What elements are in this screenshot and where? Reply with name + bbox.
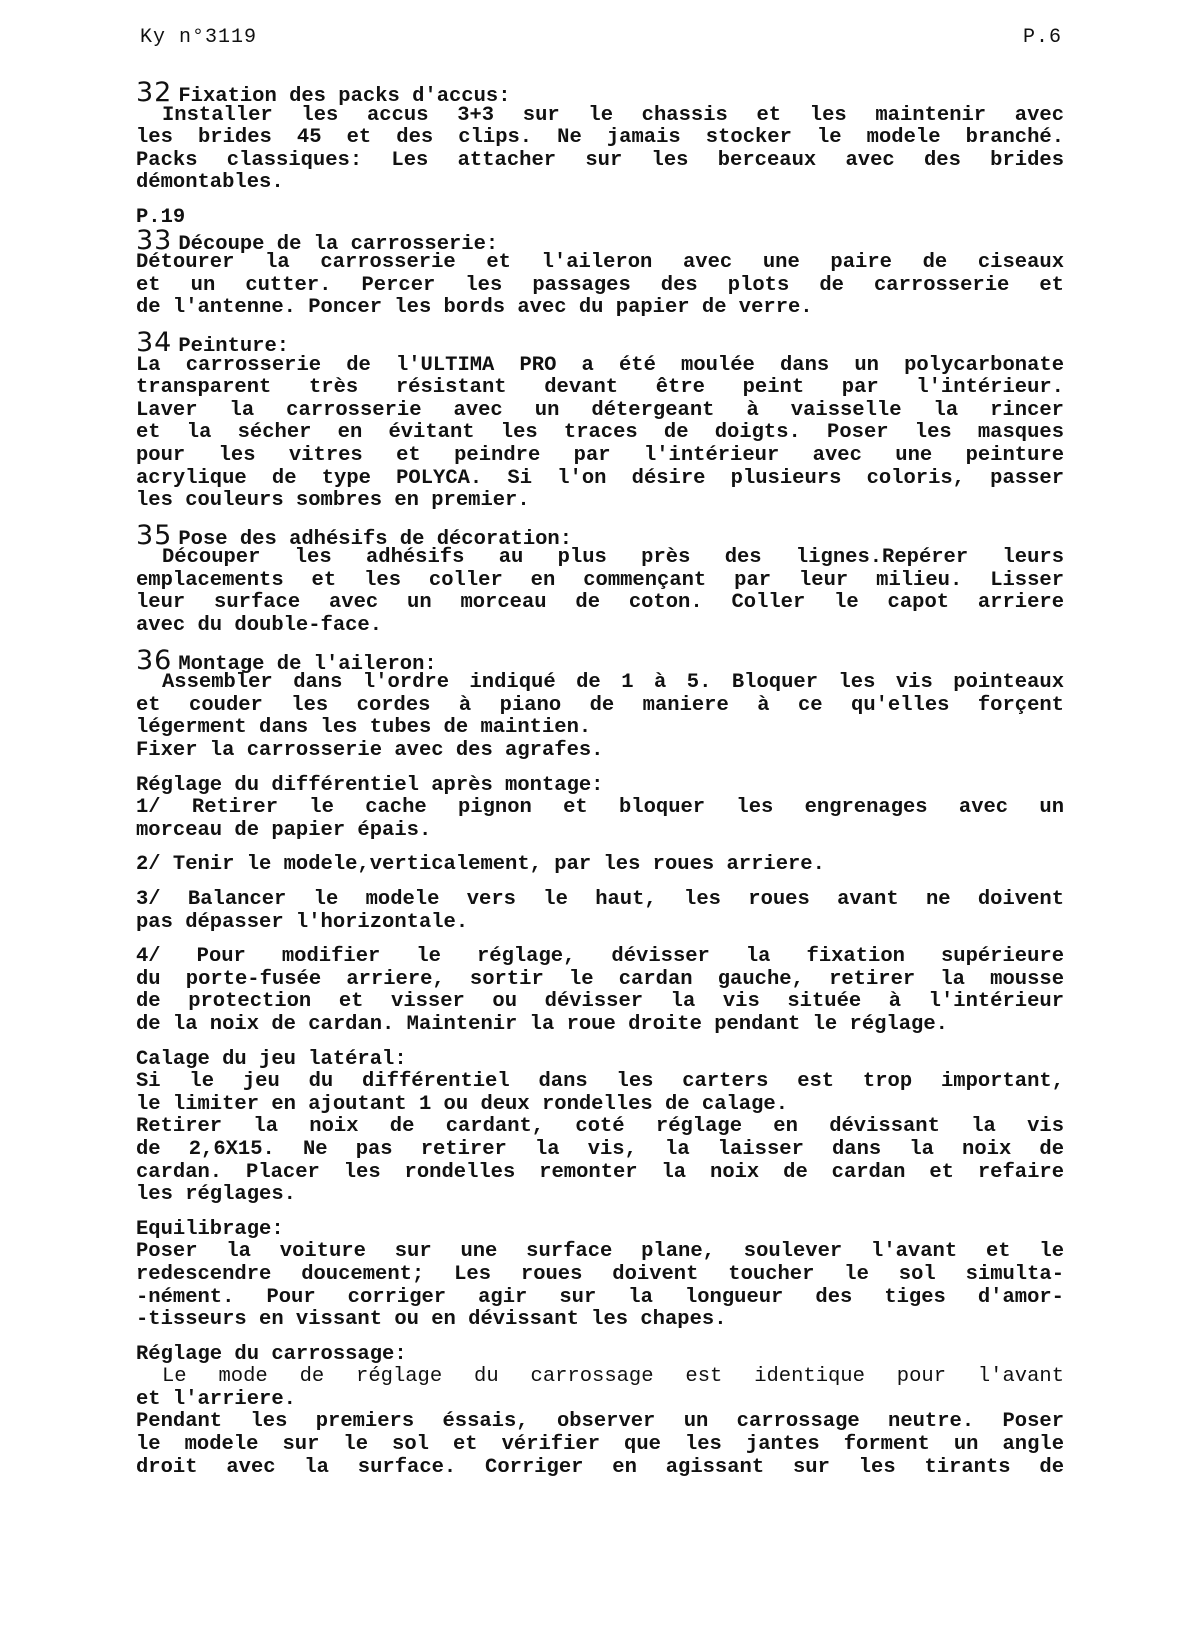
text-line: le limiter en ajoutant 1 ou deux rondelles de calage.: [136, 1092, 789, 1116]
text-line: redescendre doucement; Les roues doivent toucher le sol simulta-: [136, 1262, 1064, 1286]
text-line: et couder les cordes à piano de maniere à ce qu'elles forçent: [136, 693, 1064, 717]
text-line: Poser la voiture sur une surface plane, soulever l'avant et le: [136, 1240, 1064, 1264]
text-line: Fixer la carrosserie avec des agrafes.: [136, 739, 604, 763]
text-line: Si le jeu du différentiel dans les carters est trop important,: [136, 1070, 1064, 1094]
document-reference: Ky n°3119: [140, 26, 258, 49]
text-line: du porte-fusée arriere, sortir le cardan gauche, retirer la mousse: [136, 967, 1064, 991]
text-line: Pendant les premiers éssais, observer un carrossage neutre. Poser: [136, 1410, 1064, 1434]
text-line: Réglage du carrossage:: [136, 1342, 407, 1366]
text-line: pas dépasser l'horizontale.: [136, 910, 469, 934]
section-heading: [136, 519, 1064, 551]
section-heading: [136, 77, 1064, 108]
text-line: de 2,6X15. Ne pas retirer la vis, la laisser dans la noix de: [136, 1137, 1064, 1161]
text-line: les couleurs sombres en premier.: [136, 489, 530, 513]
text-line: morceau de papier épais.: [136, 818, 432, 842]
text-line: -tisseurs en vissant ou en dévissant les chapes.: [136, 1308, 727, 1332]
text-line: Assembler dans l'ordre indiqué de 1 à 5. Bloquer les vis pointeaux: [162, 671, 1064, 695]
text-line: Equilibrage:: [136, 1217, 284, 1241]
heading-text: Montage de l'aileron:: [178, 652, 437, 676]
text-line: Installer les accus 3+3 sur le chassis et les maintenir avec: [162, 103, 1064, 127]
text-line: de la noix de cardan. Maintenir la roue droite pendant le réglage.: [136, 1012, 948, 1036]
page-reference: P.19: [136, 205, 186, 229]
step-number: 35: [136, 519, 173, 551]
section-s33: [136, 207, 1064, 320]
text-line: acrylique de type POLYCA. Si l'on désire plusieurs coloris, passer: [136, 466, 1064, 490]
text-line: -nément. Pour corriger agir sur la longueur des tiges d'amor-: [136, 1285, 1064, 1309]
text-line: démontables.: [136, 171, 284, 195]
section-calage: [136, 1049, 1064, 1207]
text-line: 3/ Balancer le modele vers le haut, les roues avant ne doivent: [136, 888, 1064, 911]
text-line: cardan. Placer les rondelles remonter la noix de cardan et refaire: [136, 1160, 1064, 1184]
text-line: de l'antenne. Poncer les bords avec du papier de verre.: [136, 296, 813, 320]
heading-text: Découpe de la carrosserie:: [178, 232, 499, 256]
step-number: 34: [136, 326, 173, 358]
text-line: Calage du jeu latéral:: [136, 1047, 407, 1071]
text-line: et l'arriere.: [136, 1387, 296, 1411]
heading-text: Peinture:: [178, 334, 290, 358]
text-line: leur surface avec un morceau de coton. Coller le capot arriere: [136, 591, 1064, 615]
heading-text: Fixation des packs d'accus:: [178, 85, 511, 108]
section-diff: [136, 775, 1064, 843]
text-line: Le mode de réglage du carrossage est identique pour l'avant: [162, 1365, 1064, 1389]
text-line: 4/ Pour modifier le réglage, dévisser la fixation supérieure: [136, 945, 1064, 969]
text-line: Laver la carrosserie avec un détergeant à vaisselle la rincer: [136, 398, 1064, 422]
section-diff3: [136, 889, 1064, 934]
text-line: légerment dans les tubes de maintien.: [136, 716, 592, 740]
text-line: Découper les adhésifs au plus près des lignes.Repérer leurs: [162, 546, 1064, 570]
section-heading: [136, 224, 1064, 256]
text-line: Packs classiques: Les attacher sur les berceaux avec des brides: [136, 148, 1064, 172]
text-line: emplacements et les coller en commençant par leur milieu. Lisser: [136, 568, 1064, 592]
text-line: les brides 45 et des clips. Ne jamais stocker le modele branché.: [136, 126, 1064, 150]
page-content: [136, 77, 1064, 1491]
text-line: les réglages.: [136, 1183, 296, 1207]
text-line: Retirer la noix de cardant, coté réglage en dévissant la vis: [136, 1115, 1064, 1139]
text-line: et la sécher en évitant les traces de doigts. Poser les masques: [136, 421, 1064, 445]
heading-text: Pose des adhésifs de décoration:: [178, 527, 573, 551]
text-line: La carrosserie de l'ULTIMA PRO a été moulée dans un polycarbonate: [136, 353, 1064, 377]
section-diff2: [136, 854, 1064, 877]
text-line: et un cutter. Percer les passages des plots de carrosserie et: [136, 273, 1064, 297]
page-number: P.6: [1022, 26, 1062, 49]
text-line: pour les vitres et peindre par l'intérieur avec une peinture: [136, 443, 1064, 467]
text-line: le modele sur le sol et vérifier que les jantes forment un angle: [136, 1433, 1064, 1457]
text-line: 1/ Retirer le cache pignon et bloquer les engrenages avec un: [136, 796, 1064, 820]
step-number: 36: [136, 644, 173, 676]
text-line: avec du double-face.: [136, 614, 383, 638]
text-line: transparent très résistant devant être peint par l'intérieur.: [136, 376, 1064, 400]
step-number: 32: [136, 77, 173, 108]
text-line: 2/ Tenir le modele,verticalement, par les roues arriere.: [136, 853, 825, 877]
section-carro: [136, 1344, 1064, 1480]
text-line: Réglage du différentiel après montage:: [136, 773, 604, 797]
text-line: de protection et visser ou dévisser la vis située à l'intérieur: [136, 990, 1064, 1014]
text-line: droit avec la surface. Corriger en agissant sur les tirants de: [136, 1455, 1064, 1479]
section-heading: [136, 326, 1064, 358]
step-number: 33: [136, 224, 173, 256]
section-s35: [136, 519, 1064, 638]
section-s34: [136, 326, 1064, 513]
section-s32: [136, 77, 1064, 195]
section-heading: [136, 644, 1064, 676]
section-equil: [136, 1219, 1064, 1332]
text-line: Détourer la carrosserie et l'aileron avec une paire de ciseaux: [136, 251, 1064, 275]
section-diff4: [136, 946, 1064, 1036]
section-s36: [136, 644, 1064, 763]
